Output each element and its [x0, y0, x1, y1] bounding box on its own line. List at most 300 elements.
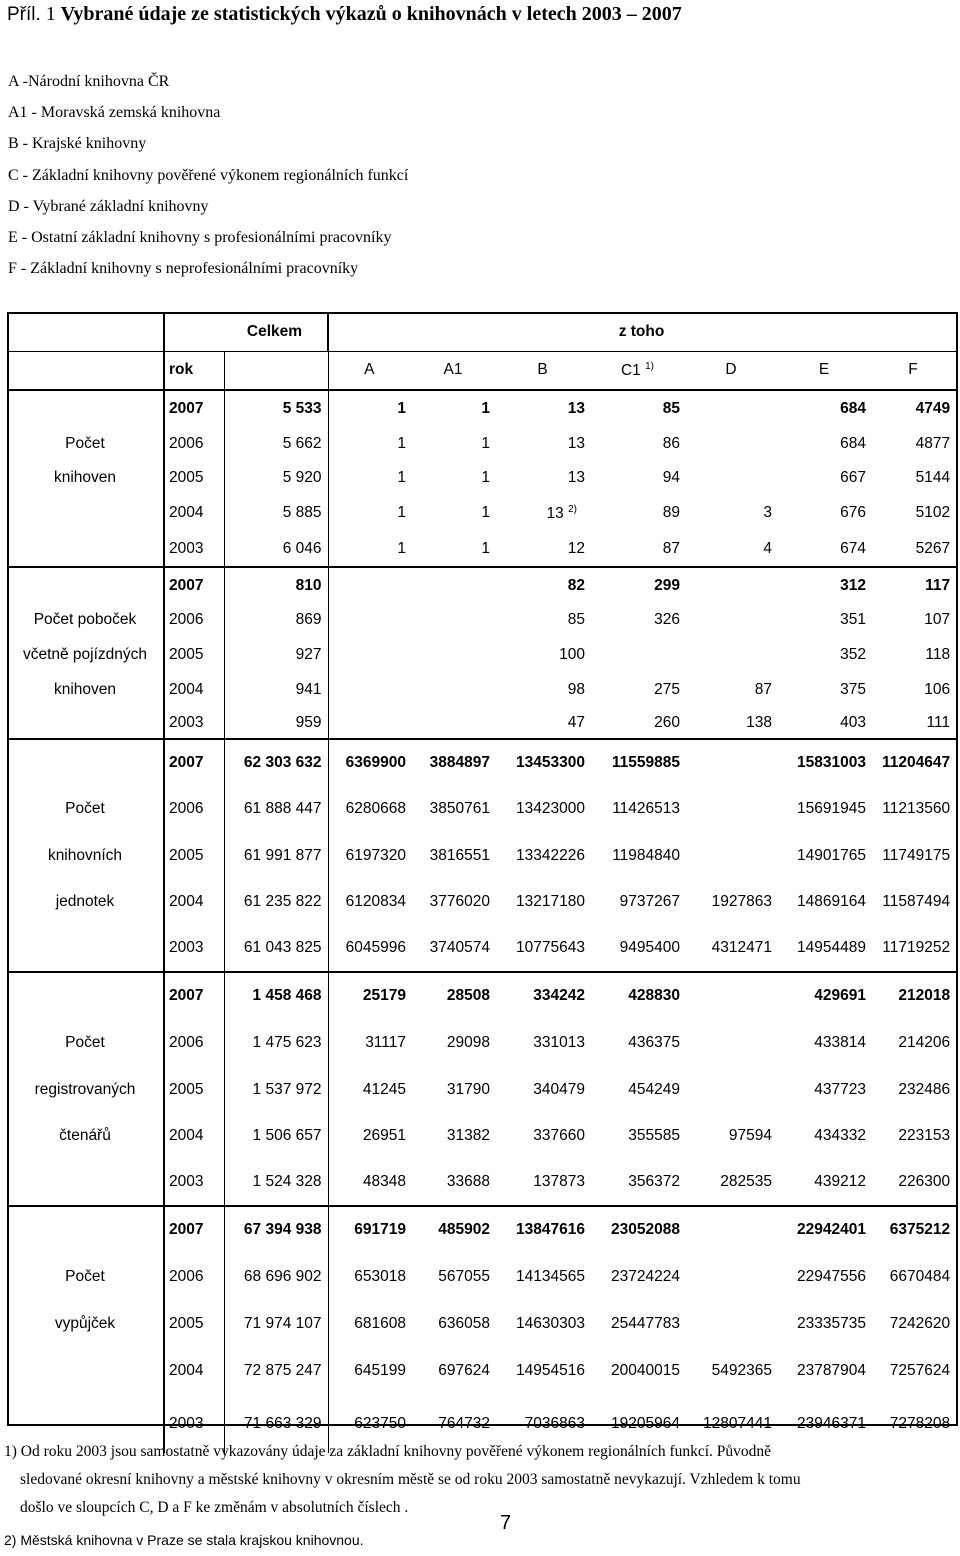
cell-celkem: 1 506 657	[224, 1113, 328, 1159]
legend-item: A1 - Moravská zemská knihovna	[8, 104, 221, 122]
cell-f: 11719252	[882, 939, 951, 956]
header-col-e: E	[778, 351, 872, 390]
cell-rok: 2006	[164, 427, 224, 461]
cell-a1	[412, 637, 496, 672]
cell-rok: 2006	[164, 785, 224, 832]
cell-e: 434332	[814, 1127, 866, 1144]
cell-celkem: 1 458 468	[224, 972, 328, 1019]
cell-c1: 11984840	[612, 846, 680, 864]
cell-d	[686, 785, 778, 832]
cell-rok: 2007	[164, 739, 224, 785]
cell-celkem: 5 885	[224, 495, 328, 531]
row-label	[9, 531, 164, 567]
cell-b: 47	[567, 713, 585, 731]
cell-d	[686, 832, 778, 879]
cell-a: 623750	[328, 1394, 412, 1453]
cell-c1: 454249	[628, 1080, 680, 1098]
table-row	[9, 672, 956, 707]
cell-a1: 1	[481, 504, 490, 521]
cell-e: 375	[840, 680, 866, 698]
table-row	[9, 1206, 956, 1253]
cell-a	[328, 637, 412, 672]
table-row	[9, 461, 956, 495]
cell-e: 433814	[814, 1033, 866, 1051]
cell-a1	[412, 567, 496, 603]
cell-celkem: 869	[224, 603, 328, 637]
cell-b: 337660	[533, 1127, 585, 1144]
cell-f: 214206	[898, 1033, 951, 1051]
row-label: knihoven	[53, 680, 117, 698]
cell-celkem: 941	[224, 672, 328, 707]
footnotes	[4, 1438, 801, 1522]
cell-e: 15691945	[797, 799, 866, 817]
header-row-columns	[9, 351, 956, 390]
cell-rok: 2007	[164, 390, 224, 427]
footnote-1-line-2: sledované okresní knihovny a městské knihovny v okresním městě se od roku 2003 samostatně nevykazují. Vzhledem k tomu	[20, 1471, 801, 1488]
cell-b: 7036863	[524, 1414, 585, 1432]
cell-f: 117	[872, 567, 956, 603]
cell-e: 22947556	[797, 1267, 866, 1285]
footnote-ref: 2)	[568, 503, 577, 515]
cell-d	[686, 1253, 778, 1300]
cell-c1: 11426513	[612, 799, 680, 817]
cell-e: 684	[840, 435, 866, 452]
header-col-d: D	[686, 351, 778, 390]
cell-d	[686, 1206, 778, 1253]
cell-rok: 2004	[164, 495, 224, 531]
cell-a1: 3740574	[429, 939, 490, 956]
cell-a1	[412, 603, 496, 637]
cell-a: 31117	[328, 1019, 412, 1066]
cell-c1: 260	[654, 713, 680, 731]
row-label: včetně pojízdných	[22, 645, 148, 663]
cell-b: 14954516	[516, 1361, 585, 1379]
cell-celkem: 1 475 623	[224, 1019, 328, 1066]
cell-a	[328, 567, 412, 603]
cell-a	[328, 672, 412, 707]
table-row	[9, 1066, 956, 1113]
cell-a1: 1	[412, 390, 496, 427]
cell-rok: 2005	[164, 461, 224, 495]
row-label	[9, 972, 164, 1019]
cell-rok: 2005	[164, 637, 224, 672]
cell-c1: 94	[662, 469, 680, 486]
cell-d	[686, 427, 778, 461]
cell-c1: 9737267	[619, 893, 680, 910]
footnote-1-line-1: 1) Od roku 2003 jsou samostatně vykazovány údaje za základní knihovny pověřené výkonem regionálních funkcí. Původně	[4, 1443, 772, 1460]
table-row	[9, 495, 956, 531]
cell-a: 6369900	[328, 739, 412, 785]
cell-f: 11749175	[882, 846, 951, 864]
cell-f: 11587494	[882, 893, 951, 910]
cell-f: 7257624	[889, 1361, 951, 1379]
cell-d: 97594	[728, 1127, 772, 1144]
cell-b: 13	[567, 469, 585, 486]
cell-f: 11204647	[872, 739, 956, 785]
header-c1-note: 1)	[645, 360, 655, 372]
cell-celkem: 71 974 107	[224, 1300, 328, 1347]
table-row	[9, 531, 956, 567]
row-label: vypůjček	[54, 1314, 116, 1332]
cell-c1: 9495400	[619, 939, 680, 956]
cell-a: 41245	[328, 1066, 412, 1113]
cell-d: 5492365	[711, 1361, 772, 1379]
cell-c1: 85	[591, 390, 686, 427]
cell-a: 653018	[328, 1253, 412, 1300]
cell-d	[686, 972, 778, 1019]
cell-d: 87	[754, 680, 772, 698]
cell-b: 334242	[496, 972, 591, 1019]
cell-f: 6375212	[872, 1206, 956, 1253]
cell-d	[686, 390, 778, 427]
cell-e: 437723	[814, 1080, 866, 1098]
cell-e: 439212	[814, 1173, 866, 1190]
cell-rok: 2006	[164, 603, 224, 637]
cell-a1: 636058	[438, 1314, 490, 1332]
cell-c1: 25447783	[611, 1314, 680, 1332]
cell-rok: 2007	[164, 1206, 224, 1253]
cell-f: 226300	[898, 1173, 951, 1190]
cell-rok: 2006	[164, 1019, 224, 1066]
cell-a: 691719	[328, 1206, 412, 1253]
table-row	[9, 707, 956, 739]
cell-a: 6120834	[328, 879, 412, 925]
cell-celkem: 61 888 447	[224, 785, 328, 832]
cell-b: 13217180	[516, 893, 585, 910]
cell-b: 13 $^{2)}$	[546, 503, 577, 522]
header-col-a1: A1	[412, 351, 496, 390]
cell-c1: 23724224	[611, 1267, 680, 1285]
cell-d	[686, 567, 778, 603]
cell-e: 667	[840, 469, 866, 486]
cell-d: 3	[763, 504, 772, 521]
cell-a: 1	[328, 461, 412, 495]
cell-celkem: 5 662	[224, 427, 328, 461]
cell-a: 6197320	[328, 832, 412, 879]
cell-a	[328, 707, 412, 739]
cell-d	[686, 1300, 778, 1347]
cell-f: 232486	[898, 1080, 951, 1098]
cell-c1: 299	[591, 567, 686, 603]
cell-c1: 86	[662, 435, 680, 452]
table-row	[9, 739, 956, 785]
cell-e: 14954489	[797, 939, 866, 956]
table-row	[9, 972, 956, 1019]
table-row	[9, 567, 956, 603]
cell-celkem: 927	[224, 637, 328, 672]
cell-f: 5102	[915, 504, 951, 521]
cell-e: 312	[778, 567, 872, 603]
cell-rok: 2004	[164, 879, 224, 925]
cell-e: 15831003	[778, 739, 872, 785]
cell-f: 7242620	[889, 1314, 951, 1332]
cell-f: 6670484	[889, 1267, 951, 1285]
cell-a: 6280668	[328, 785, 412, 832]
cell-d: 4312471	[711, 939, 772, 956]
cell-d	[686, 461, 778, 495]
cell-b: 82	[496, 567, 591, 603]
row-label	[9, 1347, 164, 1394]
cell-a1: 764732	[438, 1414, 490, 1432]
row-label: knihovních	[47, 846, 123, 864]
header-col-f: F	[872, 351, 956, 390]
cell-a1	[412, 672, 496, 707]
cell-b: 13342226	[516, 846, 585, 864]
cell-a: 1	[328, 390, 412, 427]
cell-f: 107	[924, 611, 951, 628]
row-label: registrovaných	[34, 1080, 136, 1098]
cell-a: 645199	[328, 1347, 412, 1394]
cell-a1: 1	[481, 435, 490, 452]
cell-a1: 28508	[412, 972, 496, 1019]
cell-e: 22942401	[778, 1206, 872, 1253]
table-row	[9, 832, 956, 879]
cell-celkem: 72 875 247	[224, 1347, 328, 1394]
cell-a: 26951	[328, 1113, 412, 1159]
row-label	[9, 1159, 164, 1206]
cell-e: 351	[840, 611, 866, 628]
cell-rok: 2005	[164, 832, 224, 879]
table-row	[9, 1300, 956, 1347]
cell-c1	[591, 637, 686, 672]
cell-c1: 11559885	[591, 739, 686, 785]
cell-f: 4877	[915, 435, 951, 452]
cell-b: 331013	[533, 1033, 585, 1051]
cell-c1: 355585	[628, 1127, 680, 1144]
table-row	[9, 1347, 956, 1394]
cell-a1: 31790	[446, 1080, 490, 1098]
cell-d: 12807441	[703, 1414, 772, 1432]
cell-b: 13847616	[496, 1206, 591, 1253]
cell-celkem: 5 920	[224, 461, 328, 495]
cell-c1: 87	[662, 539, 680, 557]
cell-celkem: 61 043 825	[224, 925, 328, 972]
cell-e: 23335735	[797, 1314, 866, 1332]
cell-a1: 29098	[446, 1033, 490, 1051]
row-label	[9, 495, 164, 531]
row-label: Počet poboček	[33, 611, 137, 628]
cell-a1: 31382	[446, 1127, 490, 1144]
cell-d: 4	[763, 539, 772, 557]
cell-celkem: 68 696 902	[224, 1253, 328, 1300]
row-label: Počet	[65, 1267, 105, 1285]
cell-c1: 23052088	[591, 1206, 686, 1253]
cell-f: 212018	[872, 972, 956, 1019]
footnote-1-line-3: došlo ve sloupcích C, D a F ke změnám v absolutních číslech .	[20, 1499, 409, 1516]
legend-item: D - Vybrané základní knihovny	[8, 197, 209, 215]
cell-e: 352	[840, 645, 866, 663]
cell-e: 23787904	[797, 1361, 866, 1379]
cell-rok: 2003	[164, 531, 224, 567]
cell-rok: 2003	[164, 925, 224, 972]
page-number: 7	[500, 1512, 512, 1534]
cell-a1: 33688	[446, 1173, 490, 1190]
cell-b: 98	[567, 680, 585, 698]
cell-a1: 3776020	[429, 893, 490, 910]
title-text: Vybrané údaje ze statistických výkazů o knihovnách v letech 2003 – 2007	[60, 3, 682, 25]
title-prefix: Příl.	[7, 4, 41, 25]
row-label: knihoven	[53, 469, 117, 486]
legend-item: E - Ostatní základní knihovny s profesionálními pracovníky	[8, 229, 392, 247]
header-col-a: A	[328, 351, 412, 390]
cell-a1: 485902	[412, 1206, 496, 1253]
cell-b: 13423000	[516, 799, 585, 817]
cell-f: 223153	[898, 1127, 951, 1144]
cell-a1: 1	[481, 469, 490, 486]
cell-f: 118	[925, 645, 951, 663]
row-label: čtenářů	[59, 1127, 111, 1144]
statistics-table	[9, 314, 956, 1453]
cell-f: 4749	[872, 390, 956, 427]
cell-a1: 3884897	[412, 739, 496, 785]
table-row	[9, 1253, 956, 1300]
footnote-2: 2) Městská knihovna v Praze se stala krajskou knihovnou.	[4, 1532, 364, 1548]
cell-a1: 1	[481, 539, 490, 557]
table-row	[9, 1159, 956, 1206]
table-row	[9, 603, 956, 637]
row-label	[9, 925, 164, 972]
row-label	[9, 1206, 164, 1253]
cell-e: 23946371	[797, 1414, 866, 1432]
cell-b: 14630303	[516, 1314, 585, 1332]
cell-d	[686, 1019, 778, 1066]
cell-rok: 2007	[164, 972, 224, 1019]
cell-c1: 356372	[628, 1173, 680, 1190]
cell-rok: 2006	[164, 1253, 224, 1300]
cell-f: 106	[924, 680, 951, 698]
cell-d	[686, 739, 778, 785]
cell-f: 5267	[915, 539, 951, 557]
cell-c1: 326	[654, 611, 680, 628]
cell-b: 14134565	[516, 1267, 585, 1285]
cell-celkem: 1 537 972	[224, 1066, 328, 1113]
cell-celkem: 61 235 822	[224, 879, 328, 925]
cell-d: 138	[746, 713, 772, 731]
cell-d: 1927863	[711, 893, 772, 910]
table-row	[9, 925, 956, 972]
cell-rok: 2005	[164, 1066, 224, 1113]
cell-e: 674	[840, 539, 866, 557]
cell-celkem: 1 524 328	[224, 1159, 328, 1206]
cell-b: 137873	[533, 1173, 585, 1190]
cell-d: 282535	[720, 1173, 772, 1190]
row-label	[9, 390, 164, 427]
cell-a1: 567055	[438, 1267, 490, 1285]
cell-celkem: 959	[224, 707, 328, 739]
cell-d	[686, 603, 778, 637]
cell-c1: 428830	[591, 972, 686, 1019]
cell-b: 340479	[533, 1080, 585, 1098]
cell-a1: 3816551	[429, 846, 490, 864]
cell-b: 85	[567, 611, 585, 628]
table-row	[9, 390, 956, 427]
cell-a: 48348	[328, 1159, 412, 1206]
statistics-table-frame	[7, 312, 958, 1432]
table-row	[9, 1113, 956, 1159]
cell-a1: 3850761	[429, 799, 490, 817]
legend-item: A -Národní knihovna ČR	[8, 73, 170, 90]
cell-f: 11213560	[882, 799, 951, 817]
cell-c1: 89	[662, 504, 680, 521]
cell-a: 6045996	[328, 925, 412, 972]
row-label: jednotek	[55, 893, 115, 910]
cell-c1: 19205964	[611, 1414, 680, 1432]
cell-e: 429691	[778, 972, 872, 1019]
table-row	[9, 637, 956, 672]
cell-b: 13453300	[496, 739, 591, 785]
header-rok: rok	[164, 351, 224, 390]
cell-e: 14901765	[797, 846, 866, 864]
cell-b: 12	[567, 539, 585, 557]
header-row-groups	[9, 314, 956, 351]
cell-c1: 275	[654, 680, 680, 698]
cell-b: 10775643	[516, 939, 585, 956]
table-row	[9, 879, 956, 925]
table-row	[9, 785, 956, 832]
cell-rok: 2004	[164, 672, 224, 707]
cell-celkem: 61 991 877	[224, 832, 328, 879]
cell-rok: 2003	[164, 1159, 224, 1206]
cell-b: 13	[496, 390, 591, 427]
cell-celkem: 5 533	[224, 390, 328, 427]
cell-c1: 20040015	[611, 1361, 680, 1379]
legend-item: C - Základní knihovny pověřené výkonem regionálních funkcí	[8, 166, 409, 184]
cell-a1	[412, 707, 496, 739]
cell-a: 25179	[328, 972, 412, 1019]
legend-item: B - Krajské knihovny	[8, 135, 147, 153]
cell-e: 684	[778, 390, 872, 427]
cell-d	[686, 637, 778, 672]
row-label: Počet	[65, 799, 105, 817]
cell-a: 1	[328, 495, 412, 531]
cell-celkem: 71 663 329	[224, 1394, 328, 1453]
header-col-c1: C1 $^{1)}$	[591, 351, 686, 390]
row-label: Počet	[65, 435, 105, 452]
cell-e: 14869164	[797, 893, 866, 910]
cell-f: 111	[926, 713, 951, 731]
cell-a1: 697624	[438, 1361, 490, 1379]
cell-f: 5144	[915, 469, 951, 486]
cell-c1: 436375	[628, 1033, 680, 1051]
cell-celkem: 810	[224, 567, 328, 603]
cell-f: 7278208	[889, 1414, 951, 1432]
cell-a	[328, 603, 412, 637]
table-row	[9, 427, 956, 461]
row-label	[9, 707, 164, 739]
cell-rok: 2003	[164, 1394, 224, 1453]
row-label: Počet	[65, 1033, 105, 1051]
cell-e: 676	[840, 504, 866, 521]
cell-b: 100	[559, 645, 585, 663]
title-number: 1	[45, 3, 56, 25]
cell-b: 13	[567, 435, 585, 452]
category-legend	[8, 66, 408, 284]
cell-celkem: 67 394 938	[224, 1206, 328, 1253]
page-title	[7, 2, 682, 27]
cell-rok: 2005	[164, 1300, 224, 1347]
header-col-b: B	[496, 351, 591, 390]
cell-rok: 2007	[164, 567, 224, 603]
row-label	[9, 739, 164, 785]
cell-rok: 2003	[164, 707, 224, 739]
legend-item: F - Základní knihovny s neprofesionálními pracovníky	[8, 260, 359, 278]
table-row	[9, 1019, 956, 1066]
cell-rok: 2004	[164, 1347, 224, 1394]
header-celkem: Celkem	[246, 323, 303, 341]
cell-rok: 2004	[164, 1113, 224, 1159]
cell-a: 1	[328, 531, 412, 567]
row-label	[9, 567, 164, 603]
